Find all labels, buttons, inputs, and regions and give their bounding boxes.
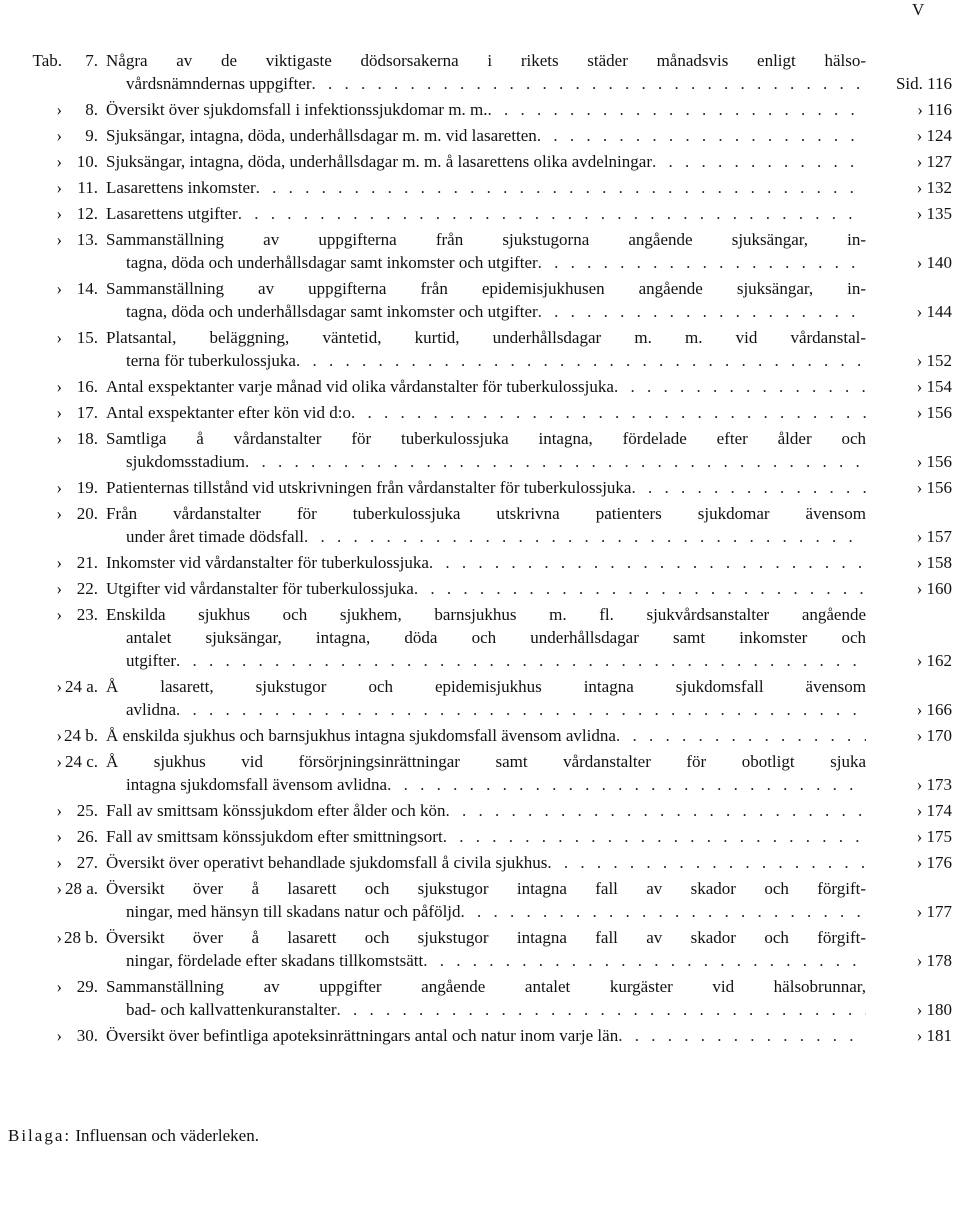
toc-entry bbox=[0, 926, 960, 972]
entry-prefix: › bbox=[56, 279, 62, 298]
entry-title-line: sjukdomsstadium bbox=[126, 452, 246, 471]
entry-page-number: › 140 bbox=[916, 253, 952, 272]
entry-prefix: › bbox=[56, 100, 62, 119]
entry-page-number: › 173 bbox=[916, 775, 952, 794]
leader-dots bbox=[538, 300, 866, 323]
toc-entry bbox=[0, 401, 960, 424]
leader-dots bbox=[423, 949, 866, 972]
entry-title bbox=[106, 427, 866, 473]
entry-prefix: › bbox=[56, 579, 62, 598]
entry-number: 28 a. bbox=[64, 879, 98, 898]
entry-page-number: › 170 bbox=[916, 726, 952, 745]
entry-number: 19. bbox=[76, 478, 98, 497]
entry-page-number: › 175 bbox=[916, 827, 952, 846]
leader-dots bbox=[312, 72, 866, 95]
entry-title-line: Fall av smittsam könssjukdom efter ålder och kön bbox=[106, 801, 446, 820]
entry-title bbox=[106, 851, 866, 874]
toc-entry bbox=[0, 427, 960, 473]
entry-title bbox=[106, 603, 866, 672]
entry-page-number: › 152 bbox=[916, 351, 952, 370]
entry-page-number: › 176 bbox=[916, 853, 952, 872]
entry-page-number: › 124 bbox=[916, 126, 952, 145]
leader-dots bbox=[337, 998, 866, 1021]
entry-page-number: › 135 bbox=[916, 204, 952, 223]
entry-page-number: › 157 bbox=[916, 527, 952, 546]
toc-entry bbox=[0, 150, 960, 173]
leader-dots bbox=[351, 401, 866, 424]
toc-entry bbox=[0, 124, 960, 147]
entry-prefix: › bbox=[56, 429, 62, 448]
entry-title bbox=[106, 150, 866, 173]
entry-page-number: › 127 bbox=[916, 152, 952, 171]
entry-title-line: Antal exspektanter varje månad vid olika vårdanstalter för tuberkulossjuka bbox=[106, 377, 614, 396]
entry-number: 20. bbox=[76, 504, 98, 523]
entry-title bbox=[106, 551, 866, 574]
entry-title bbox=[106, 326, 866, 372]
entry-title-line: ningar, fördelade efter skadans tillkomstsätt bbox=[126, 951, 424, 970]
entry-number: 7. bbox=[85, 51, 98, 70]
toc-entry bbox=[0, 502, 960, 548]
entry-title-line: Översikt över å lasarett och sjukstugor intagna fall av skador och förgift- bbox=[106, 879, 866, 898]
toc-entry bbox=[0, 228, 960, 274]
entry-title bbox=[106, 675, 866, 721]
leader-dots bbox=[304, 525, 866, 548]
entry-prefix: Tab. bbox=[32, 51, 62, 70]
entry-title-line: Sammanställning av uppgifterna från sjukstugorna angående sjuksängar, in- bbox=[106, 230, 866, 249]
entry-prefix: › bbox=[56, 1026, 62, 1045]
entry-title bbox=[106, 228, 866, 274]
entry-prefix: › bbox=[56, 230, 62, 249]
entry-number: 27. bbox=[76, 853, 98, 872]
entry-prefix: › bbox=[56, 879, 62, 898]
appendix-label: Bilaga: bbox=[8, 1126, 72, 1145]
entry-number: 17. bbox=[76, 403, 98, 422]
leader-dots bbox=[414, 577, 866, 600]
entry-number: 11. bbox=[77, 178, 98, 197]
entry-page-number: › 144 bbox=[916, 302, 952, 321]
entry-prefix: › bbox=[56, 977, 62, 996]
toc-entry bbox=[0, 851, 960, 874]
toc-entry bbox=[0, 877, 960, 923]
entry-title bbox=[106, 799, 866, 822]
entry-title-line: utgifter bbox=[126, 651, 177, 670]
entry-title-line: Samtliga å vårdanstalter för tuberkulossjuka intagna, fördelade efter ålder och bbox=[106, 429, 866, 448]
entry-title-line: intagna sjukdomsfall ävensom avlidna bbox=[126, 775, 388, 794]
entry-prefix: › bbox=[56, 152, 62, 171]
toc-entry bbox=[0, 724, 960, 747]
leader-dots bbox=[256, 176, 866, 199]
leader-dots bbox=[387, 773, 866, 796]
leader-dots bbox=[176, 649, 866, 672]
entry-title-line: Lasarettens utgifter bbox=[106, 204, 238, 223]
entry-number: 25. bbox=[76, 801, 98, 820]
entry-number: 29. bbox=[76, 977, 98, 996]
entry-prefix: › bbox=[56, 677, 62, 696]
entry-title bbox=[106, 401, 866, 424]
leader-dots bbox=[443, 825, 866, 848]
toc-entry bbox=[0, 202, 960, 225]
leader-dots bbox=[616, 724, 866, 747]
entry-title-line: Översikt över sjukdomsfall i infektionssjukdomar m. m. bbox=[106, 100, 488, 119]
entry-page-number: › 180 bbox=[916, 1000, 952, 1019]
entry-number: 23. bbox=[76, 605, 98, 624]
entry-prefix: › bbox=[56, 605, 62, 624]
entry-prefix: › bbox=[56, 478, 62, 497]
toc-entry bbox=[0, 825, 960, 848]
toc-entry bbox=[0, 277, 960, 323]
entry-title-line: Sammanställning av uppgifterna från epidemisjukhusen angående sjuksängar, in- bbox=[106, 279, 866, 298]
entry-number: 18. bbox=[76, 429, 98, 448]
entry-title bbox=[106, 502, 866, 548]
entry-page-number: › 178 bbox=[916, 951, 952, 970]
leader-dots bbox=[631, 476, 866, 499]
entry-title bbox=[106, 98, 866, 121]
entry-page-number: › 116 bbox=[917, 100, 952, 119]
entry-title bbox=[106, 877, 866, 923]
leader-dots bbox=[547, 851, 866, 874]
entry-prefix: › bbox=[56, 126, 62, 145]
entry-prefix: › bbox=[56, 504, 62, 523]
entry-title-line: vårdsnämndernas uppgifter bbox=[126, 74, 312, 93]
entry-title-line: Enskilda sjukhus och sjukhem, barnsjukhus m. fl. sjukvårdsanstalter angående bbox=[106, 605, 866, 624]
entry-page-number: › 181 bbox=[916, 1026, 952, 1045]
entry-prefix: › bbox=[56, 853, 62, 872]
toc-entry bbox=[0, 799, 960, 822]
entry-title-line: bad- och kallvattenkuranstalter bbox=[126, 1000, 337, 1019]
leader-dots bbox=[429, 551, 866, 574]
entry-prefix: › bbox=[56, 801, 62, 820]
toc-entry bbox=[0, 675, 960, 721]
entry-page-number: › 166 bbox=[916, 700, 952, 719]
entry-title bbox=[106, 577, 866, 600]
entry-number: 12. bbox=[76, 204, 98, 223]
entry-title bbox=[106, 926, 866, 972]
entry-number: 14. bbox=[76, 279, 98, 298]
entry-prefix: › bbox=[56, 752, 62, 771]
entry-title-line: under året timade dödsfall bbox=[126, 527, 304, 546]
entry-number: 26. bbox=[76, 827, 98, 846]
entry-title bbox=[106, 202, 866, 225]
entry-number: 30. bbox=[76, 1026, 98, 1045]
entry-title-line: ningar, med hänsyn till skadans natur och påföljd bbox=[126, 902, 461, 921]
entry-title-line: Sjuksängar, intagna, döda, underhållsdagar m. m. vid lasaretten bbox=[106, 126, 537, 145]
entry-prefix: › bbox=[56, 726, 62, 745]
toc-entry bbox=[0, 375, 960, 398]
toc-entry bbox=[0, 577, 960, 600]
entry-title-line: terna för tuberkulossjuka bbox=[126, 351, 296, 370]
entry-prefix: › bbox=[56, 827, 62, 846]
entry-page-number: Sid. 116 bbox=[895, 74, 952, 93]
appendix-line bbox=[8, 1126, 259, 1146]
entry-title-line: Patienternas tillstånd vid utskrivningen från vårdanstalter för tuberkulossjuka bbox=[106, 478, 632, 497]
entry-title-line: avlidna bbox=[126, 700, 177, 719]
entry-number: 8. bbox=[85, 100, 98, 119]
leader-dots bbox=[537, 124, 866, 147]
appendix-text: Influensan och väderleken. bbox=[75, 1126, 259, 1145]
entry-prefix: › bbox=[56, 928, 62, 947]
toc-entry bbox=[0, 49, 960, 95]
entry-page-number: › 174 bbox=[916, 801, 952, 820]
toc-entry bbox=[0, 551, 960, 574]
toc-entry bbox=[0, 750, 960, 796]
entry-title-line: Lasarettens inkomster bbox=[106, 178, 256, 197]
entry-page-number: › 156 bbox=[916, 403, 952, 422]
entry-title bbox=[106, 49, 866, 95]
entry-title-line: Antal exspektanter efter kön vid d:o bbox=[106, 403, 352, 422]
leader-dots bbox=[488, 98, 866, 121]
entry-number: 10. bbox=[76, 152, 98, 171]
entry-page-number: › 162 bbox=[916, 651, 952, 670]
entry-title bbox=[106, 124, 866, 147]
entry-title-line: Å enskilda sjukhus och barnsjukhus intagna sjukdomsfall ävensom avlidna bbox=[106, 726, 616, 745]
entry-prefix: › bbox=[56, 178, 62, 197]
leader-dots bbox=[614, 375, 866, 398]
entry-title-line: Fall av smittsam könssjukdom efter smittningsort bbox=[106, 827, 443, 846]
entry-page-number: › 158 bbox=[916, 553, 952, 572]
entry-title-line: antalet sjuksängar, intagna, döda och underhållsdagar samt inkomster och bbox=[126, 628, 866, 647]
entry-page-number: › 160 bbox=[916, 579, 952, 598]
leader-dots bbox=[296, 349, 866, 372]
toc-entry bbox=[0, 176, 960, 199]
entry-prefix: › bbox=[56, 328, 62, 347]
entry-title bbox=[106, 1024, 866, 1047]
entry-prefix: › bbox=[56, 553, 62, 572]
entry-number: 24 c. bbox=[64, 752, 98, 771]
entry-title-line: Sammanställning av uppgifter angående antalet kurgäster vid hälsobrunnar, bbox=[106, 977, 866, 996]
toc-entry bbox=[0, 326, 960, 372]
entry-title-line: tagna, döda och underhållsdagar samt inkomster och utgifter bbox=[126, 302, 538, 321]
leader-dots bbox=[176, 698, 866, 721]
entry-number: 13. bbox=[76, 230, 98, 249]
entry-title bbox=[106, 724, 866, 747]
entry-title bbox=[106, 176, 866, 199]
toc-entry bbox=[0, 603, 960, 672]
entry-title bbox=[106, 277, 866, 323]
entry-title-line: Översikt över befintliga apoteksinrättningars antal och natur inom varje län bbox=[106, 1026, 619, 1045]
leader-dots bbox=[445, 799, 866, 822]
entry-title-line: Inkomster vid vårdanstalter för tuberkulossjuka bbox=[106, 553, 429, 572]
entry-title bbox=[106, 975, 866, 1021]
entry-title-line: Platsantal, beläggning, väntetid, kurtid, underhållsdagar m. m. vid vårdanstal- bbox=[106, 328, 866, 347]
entry-prefix: › bbox=[56, 403, 62, 422]
entry-title bbox=[106, 750, 866, 796]
leader-dots bbox=[245, 450, 866, 473]
entry-page-number: › 132 bbox=[916, 178, 952, 197]
entry-title-line: Å lasarett, sjukstugor och epidemisjukhus intagna sjukdomsfall ävensom bbox=[106, 677, 866, 696]
entry-number: 28 b. bbox=[64, 928, 98, 947]
entry-title-line: Några av de viktigaste dödsorsakerna i rikets städer månadsvis enligt hälso- bbox=[106, 51, 866, 70]
toc-entry bbox=[0, 98, 960, 121]
entry-number: 15. bbox=[76, 328, 98, 347]
leader-dots bbox=[238, 202, 866, 225]
entry-number: 9. bbox=[85, 126, 98, 145]
entry-title bbox=[106, 375, 866, 398]
entry-title-line: Översikt över operativt behandlade sjukdomsfall å civila sjukhus bbox=[106, 853, 548, 872]
entry-prefix: › bbox=[56, 204, 62, 223]
leader-dots bbox=[538, 251, 866, 274]
leader-dots bbox=[461, 900, 866, 923]
leader-dots bbox=[652, 150, 866, 173]
toc-entry bbox=[0, 476, 960, 499]
entry-title-line: Utgifter vid vårdanstalter för tuberkulossjuka bbox=[106, 579, 414, 598]
entry-title-line: Översikt över å lasarett och sjukstugor intagna fall av skador och förgift- bbox=[106, 928, 866, 947]
entry-number: 24 a. bbox=[64, 677, 98, 696]
entry-page-number: › 156 bbox=[916, 478, 952, 497]
entry-number: 21. bbox=[76, 553, 98, 572]
entry-number: 24 b. bbox=[64, 726, 98, 745]
entry-title bbox=[106, 476, 866, 499]
toc-entry bbox=[0, 975, 960, 1021]
page-marker: V bbox=[912, 0, 925, 19]
entry-page-number: › 154 bbox=[916, 377, 952, 396]
toc-entry bbox=[0, 1024, 960, 1047]
entry-prefix: › bbox=[56, 377, 62, 396]
leader-dots bbox=[618, 1024, 866, 1047]
entry-number: 16. bbox=[76, 377, 98, 396]
entry-title-line: Å sjukhus vid försörjningsinrättningar samt vårdanstalter för obotligt sjuka bbox=[106, 752, 866, 771]
entry-title-line: Sjuksängar, intagna, döda, underhållsdagar m. m. å lasarettens olika avdelningar bbox=[106, 152, 652, 171]
entry-title bbox=[106, 825, 866, 848]
entry-number: 22. bbox=[76, 579, 98, 598]
table-of-contents bbox=[0, 49, 960, 1050]
entry-title-line: tagna, döda och underhållsdagar samt inkomster och utgifter bbox=[126, 253, 538, 272]
entry-title-line: Från vårdanstalter för tuberkulossjuka utskrivna patienters sjukdomar ävensom bbox=[106, 504, 866, 523]
entry-page-number: › 177 bbox=[916, 902, 952, 921]
entry-page-number: › 156 bbox=[916, 452, 952, 471]
